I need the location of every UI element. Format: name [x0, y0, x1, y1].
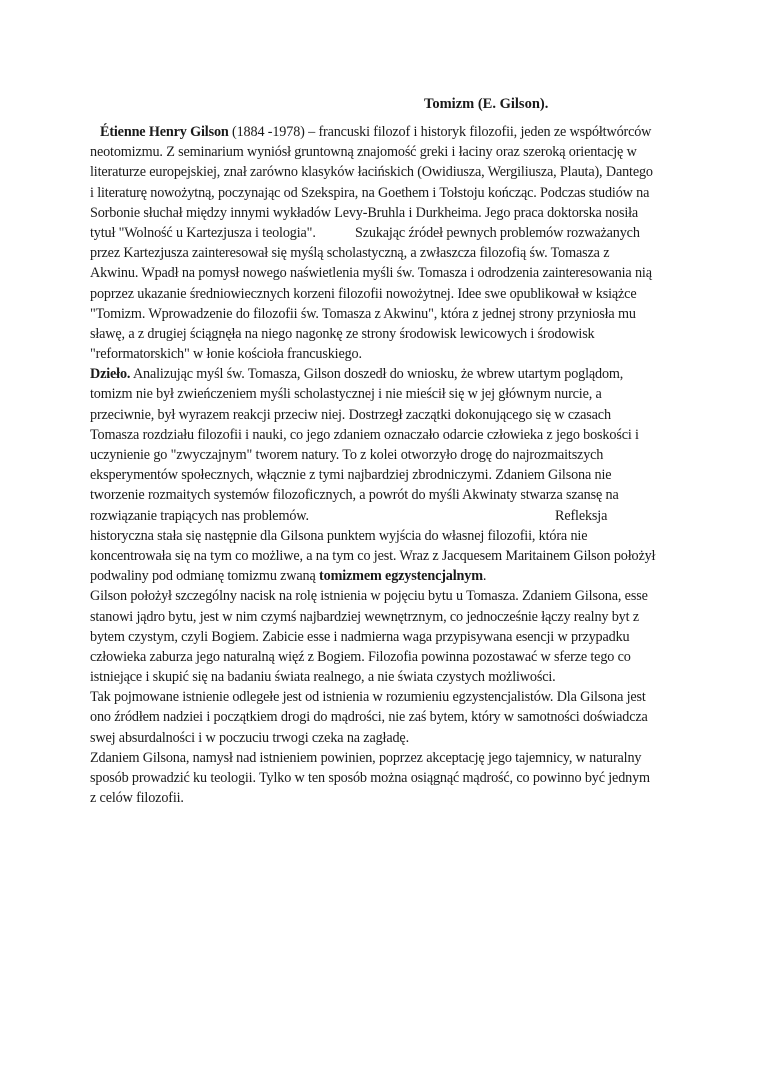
text-line [90, 183, 680, 203]
text-segment: tworzenie rozmaitych systemów filozoficznych, a powrót do myśli Akwinaty stwarza szansę na [90, 487, 619, 504]
document-body [90, 122, 680, 808]
text-line [90, 364, 680, 384]
text-line [90, 324, 680, 344]
text-segment: Akwinu. Wpadł na pomysł nowego naświetlenia myśli św. Tomasza i odrodzenia zainteresowania nią [90, 265, 652, 282]
text-line [90, 425, 680, 445]
text-segment: Sorbonie słuchał między innymi wykładów Levy-Bruhla i Durkheima. Jego praca doktorska nosiła [90, 204, 639, 221]
text-segment: sposób prowadzić ku teologii. Tylko w ten sposób można osiągnąć mądrość, co powinno być jednym [90, 770, 650, 786]
text-line [90, 263, 680, 283]
text-segment: podwaliny pod odmianę tomizmu zwaną [90, 568, 320, 585]
text-segment: istniejące i skupić się na badaniu świata realnego, a nie świata czystych możliwości. [90, 669, 556, 686]
text-line [90, 506, 680, 526]
text-segment: tomizm nie był zwieńczeniem myśli scholastycznej i nie mieścił się w jej głównym nurcie, a [90, 386, 602, 403]
text-segment: swej absurdalności i w poczuciu trwogi czeka na zagładę. [90, 729, 409, 746]
text-line [90, 748, 680, 768]
text-line [90, 284, 680, 304]
text-line [90, 728, 680, 748]
text-line [90, 304, 680, 324]
text-segment: ono źródłem nadziei i początkiem drogi do mądrości, nie zaś bytem, który w samotności doświadcza [90, 709, 648, 726]
text-line [90, 647, 680, 667]
text-line [90, 526, 680, 546]
text-segment: (1884 -1978) – francuski filozof i historyk filozofii, jeden ze współtwórców [228, 124, 652, 140]
text-line [90, 566, 680, 586]
text-segment: literaturze europejskiej, znał zarówno klasyków łacińskich (Owidiusza, Wergiliusza, Plauta), Dantego [90, 164, 653, 181]
text-segment: . [482, 568, 487, 585]
text-segment: Szukając źródeł pewnych problemów rozważanych [355, 224, 640, 241]
text-line [90, 243, 680, 263]
text-segment: Refleksja [555, 507, 608, 524]
text-segment: koncentrowała się na tym co możliwe, a na tym co jest. Wraz z Jacquesem Maritainem Gilson położył [90, 547, 656, 564]
text-segment: "reformatorskich" w łonie kościoła francuskiego. [90, 346, 362, 363]
text-line [90, 788, 680, 808]
text-segment: Analizując myśl św. Tomasza, Gilson doszedł do wniosku, że wbrew utartym poglądom, [130, 366, 624, 383]
text-line [90, 142, 680, 162]
text-line [90, 768, 680, 788]
text-segment: stanowi jądro bytu, jest w nim czymś najbardziej wewnętrznym, co jednocześnie łączy realny byt z [90, 608, 639, 625]
text-segment: "Tomizm. Wprowadzenie do filozofii św. Tomasza z Akwinu", która z jednej strony przyniosła mu [90, 305, 636, 322]
text-segment: uczynienie go "zwyczajnym" tworem natury. To z kolei otworzyło drogę do najrozmaitszych [90, 447, 604, 463]
text-segment: historyczna stała się następnie dla Gilsona punktem wyjścia do własnej filozofii, która nie [90, 527, 588, 544]
text-line [90, 586, 680, 606]
text-segment: neotomizmu. Z seminarium wyniósł gruntowną znajomość greki i łaciny oraz szeroką orientację w [90, 144, 637, 161]
text-segment: tytuł "Wolność u Kartezjusza i teologia". [90, 224, 316, 241]
text-line [90, 405, 680, 425]
text-line [90, 223, 680, 243]
text-line [90, 122, 680, 142]
text-line [90, 162, 680, 182]
text-line [90, 344, 680, 364]
document-title: Tomizm (E. Gilson). [424, 96, 549, 112]
text-segment: rozwiązanie trapiących nas problemów. [90, 507, 309, 524]
text-segment: Zdaniem Gilsona, namysł nad istnieniem powinien, poprzez akceptację jego tajemnicy, w naturalny [90, 749, 642, 766]
text-segment: sławę, a z drugiej ściągnęła na niego nagonkę ze strony środowisk lewicowych i środowisk [90, 325, 595, 342]
text-segment: Gilson położył szczególny nacisk na rolę istnienia w pojęciu bytu u Tomasza. Zdaniem Gilsona, esse [90, 588, 648, 605]
text-line [90, 384, 680, 404]
text-line [90, 687, 680, 707]
text-line [90, 707, 680, 727]
text-line [90, 465, 680, 485]
text-segment: bytem czystym, czyli Bogiem. Zabicie esse i nadmierna waga przypisywana esencji w przypadku [90, 628, 630, 645]
text-line [90, 546, 680, 566]
text-segment: eksperymentów społecznych, włącznie z tymi najbardziej zbrodniczymi. Zdaniem Gilsona nie [90, 467, 612, 484]
text-line [90, 485, 680, 505]
text-line [90, 627, 680, 647]
text-segment: człowieka zaburza jego naturalną więź z Bogiem. Filozofia powinna pozostawać w sferze tego co [90, 648, 631, 665]
text-line [90, 667, 680, 687]
text-line [90, 445, 680, 465]
text-segment: Tomasza rozdziału filozofii i nauki, co jego zdaniem oznaczało odarcie człowieka z jego boskości i [90, 426, 639, 443]
bold-text: Étienne Henry Gilson [100, 124, 229, 140]
text-line [90, 203, 680, 223]
text-segment: Tak pojmowane istnienie odlegełe jest od istnienia w rozumieniu egzystencjalistów. Dla Gilsona jest [90, 689, 646, 706]
bold-text: tomizmem egzystencjalnym [319, 568, 483, 585]
text-segment: przez Kartezjusza zainteresował się myślą scholastyczną, a zwłaszcza filozofią św. Tomasza z [90, 245, 610, 262]
text-segment: z celów filozofii. [90, 790, 184, 807]
bold-text: Dzieło. [90, 366, 131, 383]
text-line [90, 607, 680, 627]
text-segment: przeciwnie, był wyrazem reakcji przeciw niej. Dostrzegł zaczątki dokonującego się w czasach [90, 406, 611, 423]
text-segment: i literaturę nowożytną, poczynając od Szekspira, na Goethem i Tołstoju kończąc. Podczas studiów na [90, 184, 650, 201]
text-segment: poprzez ukazanie średniowiecznych korzeni filozofii nowożytnej. Idee swe opublikował w książce [90, 285, 637, 302]
